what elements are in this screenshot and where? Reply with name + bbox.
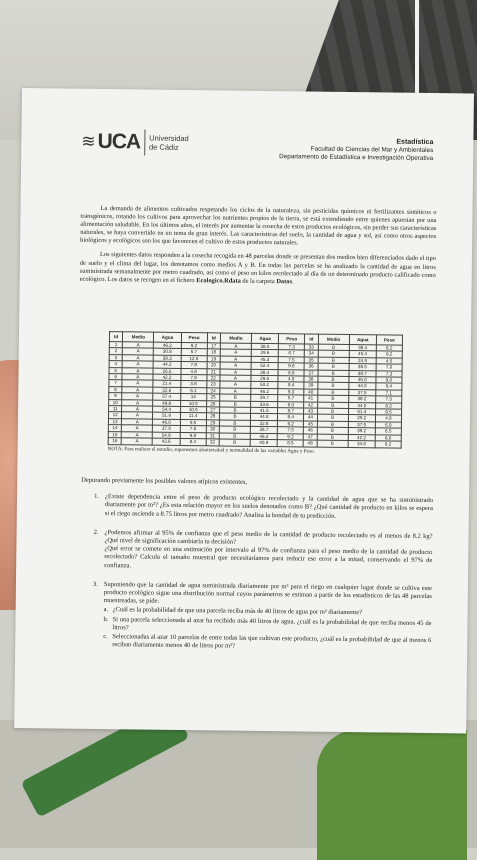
table-cell: 8.2	[376, 345, 402, 352]
table-cell: 44.0	[348, 402, 375, 409]
table-cell: A	[220, 356, 251, 363]
table-cell: 35	[304, 357, 317, 364]
table-body	[108, 342, 402, 448]
table-cell: 42.2	[153, 374, 180, 381]
table-cell: A	[122, 393, 153, 400]
table-cell: 48	[303, 440, 316, 447]
table-cell: 44	[304, 414, 317, 421]
table-cell: 24.9	[349, 357, 376, 364]
table-cell: A	[220, 369, 251, 376]
table-cell: 9.2	[376, 351, 402, 358]
table-cell: 4	[109, 361, 122, 368]
table-cell: 6.2	[375, 441, 401, 448]
table-cell: 8.0	[375, 435, 401, 442]
table-cell: 45	[304, 421, 317, 428]
table-cell: 46.0	[153, 419, 180, 426]
table-cell: A	[122, 412, 153, 419]
table-cell: 43	[304, 408, 317, 415]
table-cell: 29.6	[251, 350, 278, 357]
table-cell: 58.3	[154, 355, 181, 362]
table-cell: 57.4	[153, 393, 180, 400]
table-cell: 50.2	[251, 382, 278, 389]
intro-p2-end: .	[291, 278, 294, 286]
table-cell: 7.3	[376, 370, 402, 377]
table-cell: A	[220, 388, 251, 395]
question-number: 1.	[94, 493, 100, 501]
table-cell: 37	[304, 370, 317, 377]
table-header-cell: Medio	[123, 332, 154, 342]
faculty: Facultad de Ciencias del Mar y Ambientales	[310, 145, 434, 155]
table-cell: 7.0	[376, 364, 402, 371]
table-cell: B	[219, 420, 250, 427]
table-cell: 46.2	[250, 433, 277, 440]
intro-p2-mid: de la carpeta	[242, 277, 275, 285]
table-cell: 5	[109, 367, 122, 374]
table-cell: A	[220, 375, 251, 382]
table-cell: 38.4	[349, 345, 376, 352]
table-cell: B	[318, 376, 349, 383]
table-cell: A	[122, 387, 153, 394]
table-cell: A	[123, 348, 154, 355]
table-cell: 32.6	[153, 387, 180, 394]
table-cell: 45.0	[349, 377, 376, 384]
table-cell: 38.7	[250, 427, 277, 434]
table-cell: 33	[305, 344, 318, 351]
table-cell: B	[318, 351, 349, 358]
table-cell: 38.4	[251, 369, 278, 376]
table-cell: 7.1	[376, 390, 402, 397]
table-cell: 29.2	[348, 415, 375, 422]
data-table-wrap	[108, 331, 403, 455]
table-cell: 9.3	[278, 388, 304, 395]
table-cell: 37.9	[153, 425, 180, 432]
table-cell: B	[219, 433, 250, 440]
table-cell: B	[317, 427, 348, 434]
table-header-cell: Peso	[181, 332, 207, 342]
table-cell: 7.5	[278, 356, 304, 363]
table-cell: 40	[304, 389, 317, 396]
table-cell: 9.5	[375, 409, 401, 416]
uca-logo	[81, 129, 189, 156]
university-line1: Universidad	[149, 133, 189, 144]
table-cell: 15	[108, 431, 121, 438]
table-cell: B	[317, 440, 348, 447]
table-cell: 27	[206, 407, 219, 414]
table-cell: 26	[206, 400, 219, 407]
table-cell: 6.9	[375, 422, 401, 429]
table-cell: 44.0	[349, 383, 376, 390]
table-header-cell: Peso	[279, 334, 305, 344]
table-cell: 34.6	[348, 441, 375, 448]
table-header-cell: Peso	[376, 335, 402, 345]
questions	[79, 477, 433, 665]
table-cell: A	[122, 399, 153, 406]
table-cell: 7.5	[278, 427, 304, 434]
table-cell: 6.9	[278, 369, 304, 376]
table-cell: 29.7	[251, 395, 278, 402]
question-text: ¿Existe dependencia entre el peso de producto ecológico recolectado y la cantidad de agua que se ha suministrado diariamente por m²? ¿Es esta relación mayor en los suelos denotados como B? ¿Qué cantidad de producto en kilos se espera si el riego asciende a 8.75 litros por metro cuadrado? Analiza la bondad de tu predicción.	[104, 493, 434, 520]
table-cell: 42	[304, 402, 317, 409]
table-cell: B	[318, 357, 349, 364]
table-cell: 40.9	[250, 439, 277, 446]
table-cell: 7.6	[180, 426, 206, 433]
data-file: Ecologico.Rdata	[196, 276, 241, 285]
question-3c	[103, 633, 431, 653]
sub-letter: a.	[103, 606, 109, 614]
table-cell: 2	[109, 348, 122, 355]
table-cell: 46	[304, 427, 317, 434]
table-cell: 25	[206, 394, 219, 401]
table-cell: 31	[206, 432, 219, 439]
uca-logo-icon: ≋	[81, 131, 96, 152]
table-cell: 12.5	[181, 355, 207, 362]
table-cell: 4.5	[376, 358, 402, 365]
table-cell: 4.8	[278, 376, 304, 383]
table-cell: 3.8	[180, 381, 206, 388]
table-cell: 46.2	[154, 342, 181, 349]
table-cell: A	[220, 343, 251, 350]
table-header-cell: Id	[305, 334, 318, 344]
table-cell: 8.4	[180, 439, 206, 446]
table-cell: 8.4	[278, 414, 304, 421]
question-number: 2.	[93, 528, 99, 536]
question-number: 3.	[93, 580, 98, 588]
question-3	[79, 581, 432, 654]
table-cell: 42.2	[348, 434, 375, 441]
table-cell: 37.5	[348, 389, 375, 396]
table-cell: 9.8	[180, 432, 206, 439]
intro-paragraph-1: La demanda de alimentos cultivados respetando los ciclos de la naturaleza, sin pesticidas químicos ni fertilizantes sintéticos o transgénicos, rotando los cultivos para aprovechar los nutrientes propios de la tierra, se está extendiendo entre quienes apuestan por una alimentación saludable. En los últimos años, el interés por aumentar la cosecha de estos productos ecológicos, sin perder sus características naturales, se haya convertido en un tema de gran interés. Las características del suelo, la cantidad de agua y sol, así como otros aspectos biológicos y ecológicos son los que favorecen el cultivo de estos productos naturales.	[80, 204, 437, 247]
subject-title: Estadística	[396, 138, 434, 147]
table-header-cell: Id	[207, 333, 220, 343]
table-cell: 43.6	[153, 438, 180, 445]
table-cell: 34	[305, 350, 318, 357]
data-table	[108, 331, 403, 448]
university-name	[149, 134, 189, 152]
table-cell: 46.2	[251, 388, 278, 395]
table-cell: 9	[109, 393, 122, 400]
table-cell: 44.8	[251, 414, 278, 421]
table-cell: A	[121, 438, 152, 445]
table-cell: 17	[207, 343, 220, 350]
table-cell: B	[317, 408, 348, 415]
table-cell: B	[317, 389, 348, 396]
table-cell: 12	[108, 412, 121, 419]
table-cell: 20	[207, 362, 220, 369]
table-cell: 9.5	[180, 419, 206, 426]
table-cell: 36.5	[349, 364, 376, 371]
table-cell: B	[317, 415, 348, 422]
table-cell: 14	[180, 394, 206, 401]
table-cell: 11	[109, 406, 122, 413]
table-cell: 54.8	[153, 432, 180, 439]
table-cell: 6.1	[180, 387, 206, 394]
sub-text: Si una parcela seleccionada al azar ha recibido más 40 litros de agua, ¿cuál es la probabilidad de que reciba menos 45 de litros?	[112, 615, 432, 632]
table-cell: A	[122, 431, 153, 438]
table-cell: 7.3	[376, 396, 402, 403]
logo-separator	[144, 129, 145, 155]
question-2	[80, 529, 432, 574]
table-cell: 5.7	[181, 349, 207, 356]
table-cell: 54.4	[153, 406, 180, 413]
table-cell: 37.5	[348, 421, 375, 428]
table-header-cell: Medio	[318, 334, 349, 344]
sub-text: Seleccionadas al azar 10 parcelas de entre todas las que cultivan este producto, ¿cuál es la probabilidad de que al menos 6 reciban diariamente menos 40 de litros por m²?	[112, 633, 432, 650]
table-cell: 6.0	[278, 401, 304, 408]
table-cell: A	[122, 380, 153, 387]
table-cell: A	[122, 425, 153, 432]
table-cell: B	[219, 413, 250, 420]
table-cell: 23	[206, 381, 219, 388]
university-line2: de Cádiz	[148, 142, 179, 152]
table-cell: 6.5	[375, 428, 401, 435]
table-cell: 19	[207, 356, 220, 363]
header-info	[279, 137, 433, 163]
table-cell: 38.5	[251, 343, 278, 350]
table-header-cell: Agua	[251, 333, 278, 343]
table-header-cell: Agua	[349, 335, 376, 345]
table-cell: 29	[206, 420, 219, 427]
table-cell: 28	[206, 413, 219, 420]
table-cell: B	[318, 344, 349, 351]
table-cell: 7.3	[279, 344, 305, 351]
table-cell: 8.3	[375, 402, 401, 409]
table-cell: 51.4	[348, 409, 375, 416]
table-cell: 18	[207, 349, 220, 356]
table-cell: B	[220, 407, 251, 414]
table-cell: B	[317, 402, 348, 409]
table-cell: B	[317, 421, 348, 428]
question-2-part-1: ¿Podemos afirmar al 95% de confianza que el peso medio de la cantidad de producto recolectado es al menos de 8.2 kg? ¿Qué nivel de significación cambiaría tu decisión?	[104, 528, 433, 546]
table-cell: 1	[109, 342, 122, 349]
table-cell: 7	[109, 380, 122, 387]
table-cell: 9.2	[181, 342, 207, 349]
department: Departamento de Estadística e Investigación Operativa	[279, 153, 434, 163]
table-cell: 51.9	[153, 413, 180, 420]
intro-paragraph-2	[80, 251, 436, 288]
table-cell: 41.5	[251, 407, 278, 414]
table-cell: 8.5	[277, 440, 303, 447]
table-cell: 8.7	[278, 408, 304, 415]
table-cell: B	[317, 434, 348, 441]
table-cell: A	[122, 367, 153, 374]
intro-p2-text: Los siguientes datos responden a la cosecha recogida en 48 parcelas donde se presentan dos medios bien diferenciados dado el tipo de suelo y el clima del lugar, los denotamos como medios A y B. En todas las parcelas se ha analizado la cantidad de agua en litros suministrada semanalmente por metro cuadrado, así como el peso en kilos recolectado al día de un determinado producto calificado como ecológico. Los datos se recogen en el fichero	[79, 251, 436, 284]
table-note: NOTA: Para realizar el estudio, suponemos aleatoriedad y normalidad de las variables Agua y Peso.	[107, 445, 315, 455]
table-cell: 13	[108, 418, 121, 425]
question-2-part-2: ¿Qué error se comete en una estimación por intervalo al 97% de confianza para el peso medio de la cantidad de producto recolectado? Calcula el tamaño muestral que necesitaríamos para reducir ese error a la mitad, conservando el 97% de confianza.	[104, 545, 433, 569]
question-3-intro: Suponiendo que la cantidad de agua suministrada diariamente por m² para el riego en cualquier lugar donde se cultiva este producto ecológico sigue una distribución normal cuyos parámetros se estiman a partir de los estadísticos de las 48 parcelas muestreadas, se pide:	[103, 580, 432, 605]
table-cell: 7.8	[180, 374, 206, 381]
table-cell: 4.8	[181, 368, 207, 375]
table-cell: 8	[109, 386, 122, 393]
table-cell: 5.7	[278, 395, 304, 402]
table-cell: B	[318, 363, 349, 370]
table-cell: 22	[207, 375, 220, 382]
table-cell: 36	[304, 363, 317, 370]
table-cell: 26.5	[153, 368, 180, 375]
table-cell: A	[123, 342, 154, 349]
question-1	[81, 493, 433, 522]
question-text	[104, 529, 432, 574]
table-cell: 6.7	[278, 350, 304, 357]
table-cell: 11.4	[180, 413, 206, 420]
table-cell: B	[220, 401, 251, 408]
table-cell: 10.5	[180, 400, 206, 407]
table-cell: 21	[207, 368, 220, 375]
table-cell: 49.8	[153, 400, 180, 407]
table-cell: 29.5	[251, 375, 278, 382]
table-cell: 14	[108, 425, 121, 432]
table-cell: B	[220, 394, 251, 401]
intro-text	[80, 205, 437, 294]
table-cell: 38	[304, 376, 317, 383]
table-cell: 9.4	[278, 382, 304, 389]
table-cell: 10	[109, 399, 122, 406]
table-cell: 6	[109, 374, 122, 381]
table-header-cell: Medio	[220, 333, 251, 343]
exam-sheet	[14, 88, 474, 733]
table-cell: 30.8	[154, 349, 181, 356]
table-cell: 39	[304, 382, 317, 389]
table-cell: 39.2	[348, 428, 375, 435]
table-cell: 41	[304, 395, 317, 402]
table-cell: B	[318, 370, 349, 377]
table-cell: 3	[109, 354, 122, 361]
table-cell: 9.4	[376, 383, 402, 390]
green-chair	[317, 730, 467, 860]
table-header-cell: Agua	[154, 332, 181, 342]
table-cell: 32.8	[250, 420, 277, 427]
questions-lead: Depurando previamente los posibles valores atípicos existentes,	[81, 476, 248, 486]
table-cell: 38.7	[349, 370, 376, 377]
table-cell: 52.4	[251, 363, 278, 370]
table-cell: 6.2	[278, 421, 304, 428]
table-cell: A	[122, 374, 153, 381]
table-cell: A	[122, 406, 153, 413]
table-cell: 9.0	[376, 377, 402, 384]
table-cell: 16	[108, 438, 121, 445]
table-cell: 30	[206, 426, 219, 433]
table-cell: A	[220, 349, 251, 356]
logo-text: UCA	[97, 129, 141, 154]
data-folder: Datos	[276, 277, 293, 286]
table-cell: 47	[304, 434, 317, 441]
table-cell: A	[123, 355, 154, 362]
sub-letter: c.	[103, 633, 108, 641]
table-cell: A	[122, 419, 153, 426]
table-cell: 4.9	[375, 415, 401, 422]
question-text	[103, 581, 432, 654]
table-cell: A	[122, 361, 153, 368]
table-cell: 7.8	[181, 362, 207, 369]
sub-text: ¿Cuál es la probabilidad de que una parcela reciba más de 40 litros de agua por m² diariamente?	[112, 606, 363, 617]
table-cell: B	[219, 439, 250, 446]
table-cell: 33.6	[251, 401, 278, 408]
table-cell: 44.2	[153, 361, 180, 368]
table-cell: A	[220, 362, 251, 369]
table-cell: B	[219, 426, 250, 433]
table-cell: 9.8	[278, 363, 304, 370]
table-cell: B	[317, 395, 348, 402]
table-header-cell: Id	[109, 332, 122, 342]
sub-letter: b.	[103, 615, 109, 623]
table-cell: B	[317, 383, 348, 390]
table-cell: 45.4	[349, 351, 376, 358]
table-cell: 32	[206, 439, 219, 446]
table-cell: 21.4	[153, 381, 180, 388]
table-cell: 24	[206, 388, 219, 395]
table-cell: 45.3	[251, 356, 278, 363]
table-cell: 9.2	[277, 433, 303, 440]
table-cell: 10.5	[180, 407, 206, 414]
table-cell: A	[220, 381, 251, 388]
table-cell: 38.2	[348, 396, 375, 403]
